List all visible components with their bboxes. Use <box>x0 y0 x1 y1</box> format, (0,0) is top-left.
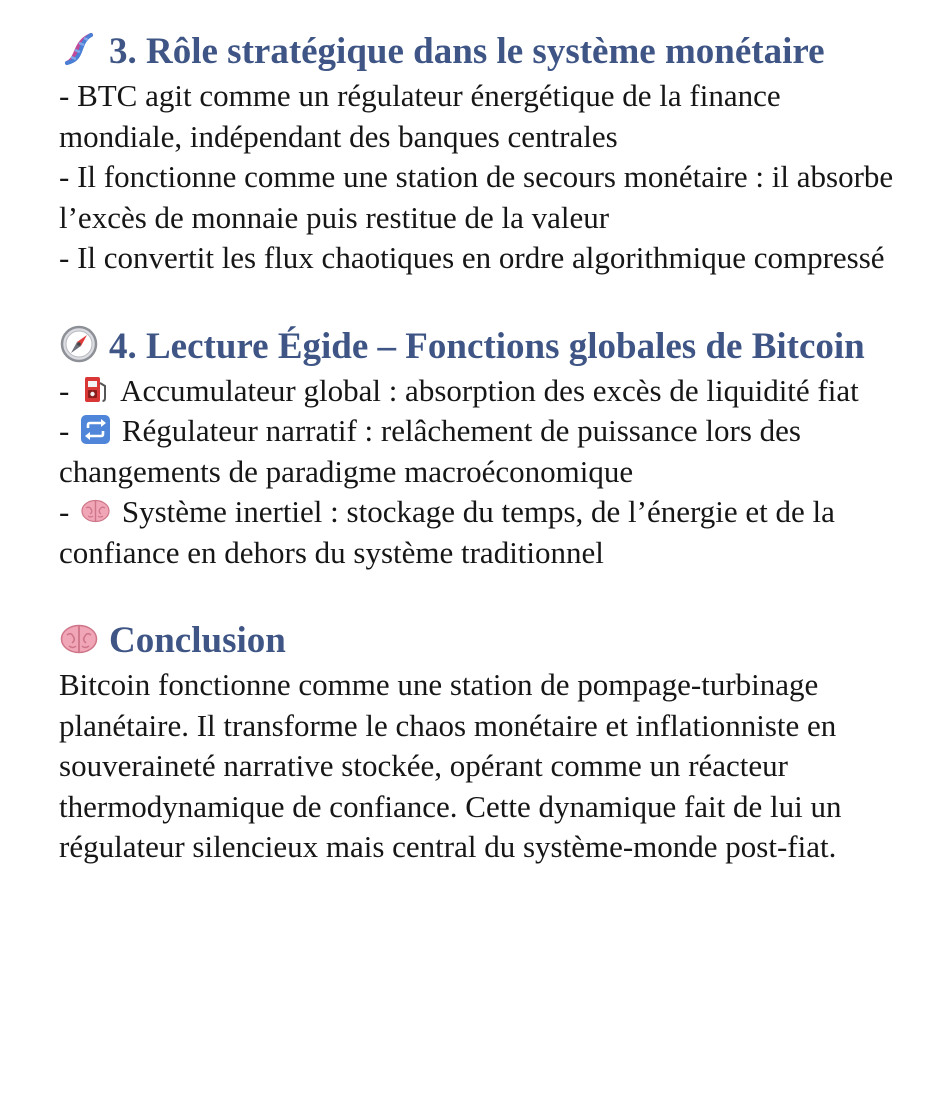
section-4-heading <box>59 323 909 371</box>
conclusion-text: Bitcoin fonctionne comme une station de pompage-turbinage planétaire. Il transforme le chaos monétaire et inflationniste en souveraineté narrative stockée, opérant comme un réacteur thermodynamique de confiance. Cette dynamique fait de lui un régulateur silencieux mais central du système-monde post-fiat. <box>59 667 842 864</box>
section-4 <box>59 323 909 574</box>
section-3 <box>59 28 909 279</box>
brain-icon <box>80 495 111 526</box>
item-text: Régulateur narratif : relâchement de puissance lors des changements de paradigme macroéconomique <box>59 413 801 489</box>
item-prefix: - <box>59 413 70 448</box>
conclusion-heading <box>59 617 909 665</box>
section-3-heading <box>59 28 909 76</box>
section-3-title: 3. Rôle stratégique dans le système monétaire <box>109 31 825 72</box>
section-3-bullet: - BTC agit comme un régulateur énergétique de la finance mondiale, indépendant des banques centrales <box>59 78 781 154</box>
section-4-title: 4. Lecture Égide – Fonctions globales de Bitcoin <box>109 325 865 367</box>
section-3-bullet: - Il fonctionne comme une station de secours monétaire : il absorbe l’excès de monnaie puis restitue de la valeur <box>59 159 894 235</box>
conclusion-title: Conclusion <box>109 620 286 661</box>
brain-icon <box>59 618 99 658</box>
conclusion-section <box>59 617 909 868</box>
section-4-item <box>59 371 909 412</box>
item-prefix: - <box>59 494 70 529</box>
section-4-item <box>59 492 909 573</box>
section-3-body <box>59 76 909 279</box>
section-4-body <box>59 371 909 574</box>
compass-icon <box>59 324 99 364</box>
item-prefix: - <box>59 372 70 408</box>
item-text: Système inertiel : stockage du temps, de l’énergie et de la confiance en dehors du système traditionnel <box>59 494 835 570</box>
repeat-arrows-icon <box>80 414 111 445</box>
section-3-bullet: - Il convertit les flux chaotiques en ordre algorithmique compressé <box>59 240 885 275</box>
document <box>59 28 909 868</box>
item-text: Accumulateur global : absorption des excès de liquidité fiat <box>120 372 859 408</box>
dna-icon <box>59 29 99 69</box>
fuel-pump-icon <box>80 374 111 405</box>
section-4-item <box>59 411 909 492</box>
